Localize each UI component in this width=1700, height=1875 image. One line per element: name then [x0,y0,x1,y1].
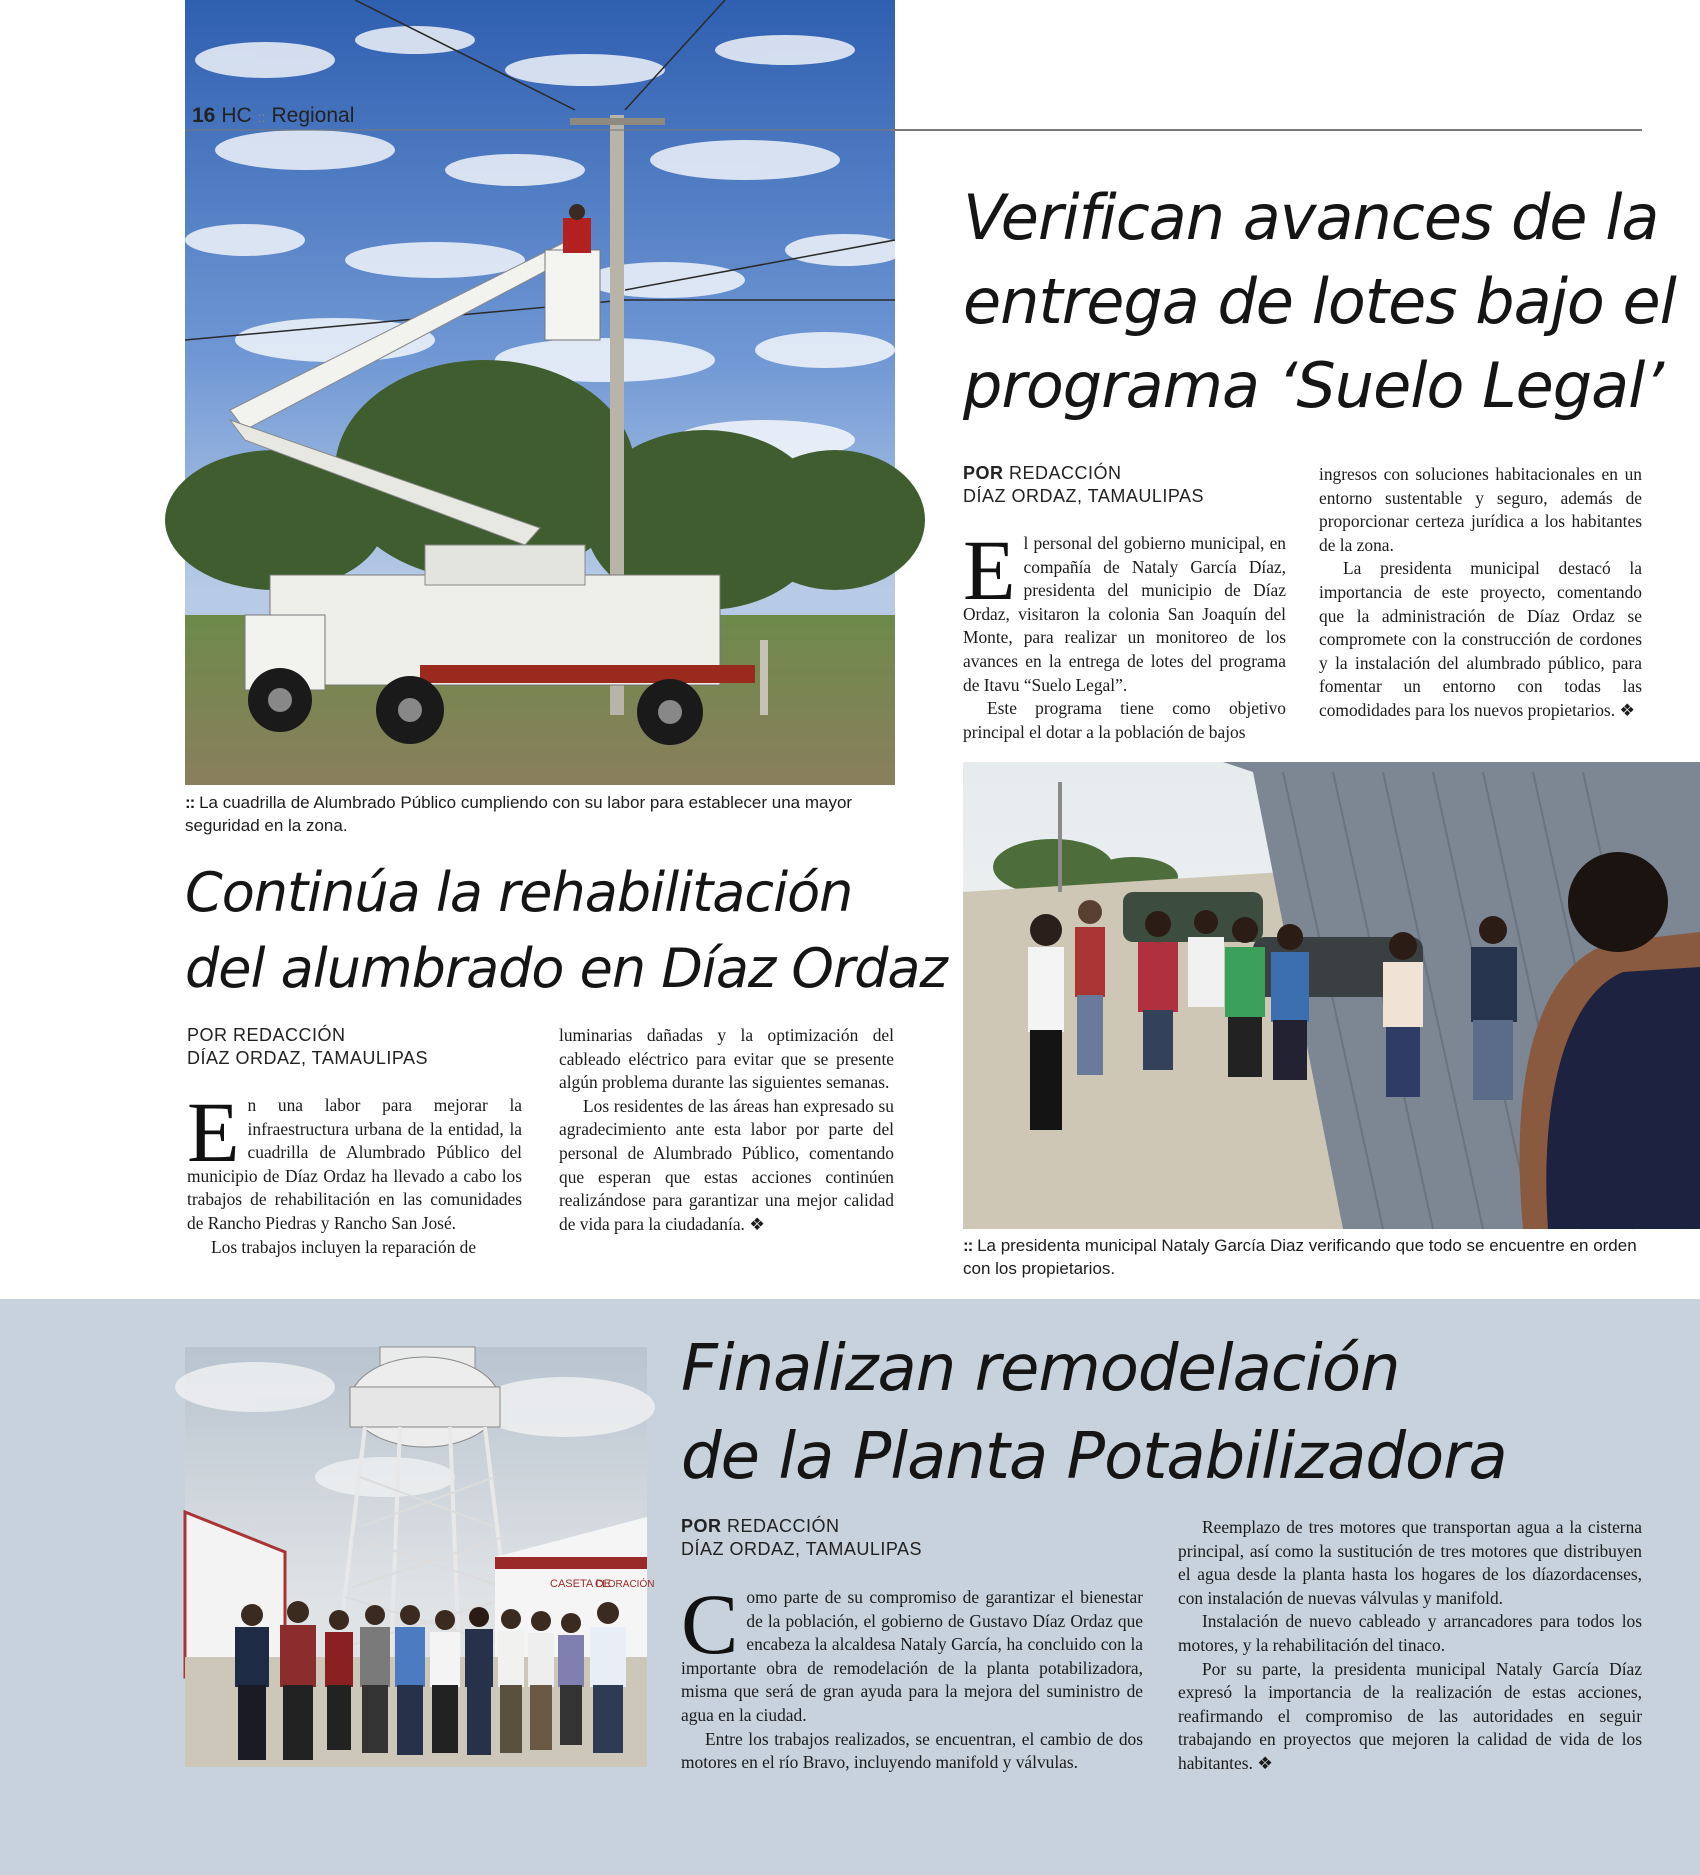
byline-por: POR [681,1516,722,1536]
article2-column-1 [187,1084,522,1259]
byline-author: POR REDACCIÓN [187,1025,346,1045]
paragraph: omo parte de su compromiso de garantizar el bienestar de la población, el gobierno de Gustavo Díaz Ordaz que encabeza la alcaldesa Nataly García, ha concluido con la importante obra de remodelación de la planta potabilizadora, misma que será de gran ayuda para la mejora del suministro de agua en la ciudad. [681,1587,1143,1725]
page-number: 16 [192,104,216,127]
caption-mayor-with-residents [963,1234,1653,1280]
caption-text: La presidenta municipal Nataly García Diaz verificando que todo se encuentre en orden con los propietarios. [963,1236,1637,1278]
byline-author: REDACCIÓN [727,1516,840,1536]
byline-por: POR [963,463,1004,483]
headline-line: entrega de lotes bajo el [963,265,1676,338]
article3-column-1 [681,1576,1143,1775]
paragraph: La presidenta municipal destacó la importancia de este proyecto, comentando que la administración de Díaz Ordaz se compromete con la construcción de cordones y la instalación del alumbrado público, para fomentar un entorno con todas las comodidades para los nuevos propietarios. ❖ [1319,558,1642,720]
byline-author: REDACCIÓN [1009,463,1122,483]
drop-cap: C [681,1576,739,1672]
paragraph: Reemplazo de tres motores que transportan agua a la cisterna principal, así como la sustitución de tres motores que distribuyen el agua desde la planta hasta los hogares de los díazordacenses, con instalación de nuevas válvulas y manifold. [1178,1517,1642,1608]
headline-line: del alumbrado en Díaz Ordaz [185,937,947,1000]
headline-line: Finalizan remodelación [681,1332,1400,1406]
sign-cloracion: CLORACIÓN [595,1579,655,1590]
section-name: Regional [271,104,355,127]
paragraph: Los residentes de las áreas han expresado su agradecimiento ante esta labor por parte del personal de Alumbrado Público, comentando que esperan que estas acciones continúen realizándose para garantizar una mejor calidad de vida para la ciudadanía. ❖ [559,1095,894,1234]
paragraph: n una labor para mejorar la infraestructura urbana de la entidad, la cuadrilla de Alumbrado Público del municipio de Díaz Ordaz ha llevado a cabo los trabajos de rehabilitación en las comunidades de Rancho Piedras y Rancho San José. [187,1095,522,1233]
article2-column-2 [559,1024,894,1236]
header-separator: :: [257,109,266,125]
paragraph: ingresos con soluciones habitacionales en un entorno sustentable y seguro, además de proporcionar certeza jurídica a los habitantes de la zona. [1319,464,1642,555]
byline-alumbrado [187,1024,527,1070]
paragraph: luminarias dañadas y la optimización del cableado eléctrico para evitar que se presente algún problema durante las siguientes semanas. [559,1025,894,1093]
caption-marker: :: [185,793,195,812]
paragraph: l personal del gobierno municipal, en compañía de Nataly García Díaz, presidenta del municipio de Díaz Ordaz, visitaron la colonia San Joaquín del Monte, para realizar un monitoreo de los avances en la entrega de lotes del programa de Itavu “Suelo Legal”. [963,533,1286,695]
headline-line: Continúa la rehabilitación [185,861,853,924]
page-header [192,104,354,128]
article1-column-1 [963,522,1286,744]
drop-cap: E [963,522,1016,618]
byline-location: DÍAZ ORDAZ, TAMAULIPAS [963,486,1205,506]
headline-planta-potabilizadora [681,1325,1641,1501]
headline-suelo-legal [963,176,1676,428]
byline-planta-potabilizadora [681,1515,1021,1561]
photo-mayor-with-residents [963,762,1700,1229]
paragraph: Por su parte, la presidenta municipal Nataly García Díaz expresó la importancia de la realización de estas acciones, reafirmando el compromiso de las autoridades en seguir trabajando en proyectos que mejoren la calidad de vida de los habitantes. ❖ [1178,1658,1642,1773]
headline-alumbrado [185,855,947,1007]
paragraph: Instalación de nuevo cableado y arrancadores para todos los motores, y la rehabilitación del tinaco. [1178,1611,1642,1655]
caption-bucket-truck [185,791,895,837]
header-rule [890,129,1642,131]
header-rule-over-photo [185,129,890,131]
byline-location: DÍAZ ORDAZ, TAMAULIPAS [187,1048,429,1068]
caption-marker: :: [963,1236,973,1255]
sign-caseta: CASETA DE [550,1578,611,1590]
caption-text: La cuadrilla de Alumbrado Público cumpliendo con su labor para establecer una mayor seguridad en la zona. [185,793,853,835]
headline-line: de la Planta Potabilizadora [681,1420,1507,1494]
drop-cap: E [187,1084,240,1180]
brand-mark: HC [221,104,252,127]
paragraph: Este programa tiene como objetivo principal el dotar a la población de bajos [963,698,1286,742]
paragraph: Entre los trabajos realizados, se encuentran, el cambio de dos motores en el río Bravo, incluyendo manifold y válvulas. [681,1728,1143,1773]
headline-line: programa ‘Suelo Legal’ [963,349,1664,422]
photo-water-tower-group [185,1347,655,1767]
byline-location: DÍAZ ORDAZ, TAMAULIPAS [681,1539,923,1559]
byline-suelo-legal [963,462,1303,508]
headline-line: Verifican avances de la [963,181,1659,254]
paragraph: Los trabajos incluyen la reparación de [211,1236,477,1257]
article3-column-2 [1178,1516,1642,1776]
article1-column-2 [1319,463,1642,723]
